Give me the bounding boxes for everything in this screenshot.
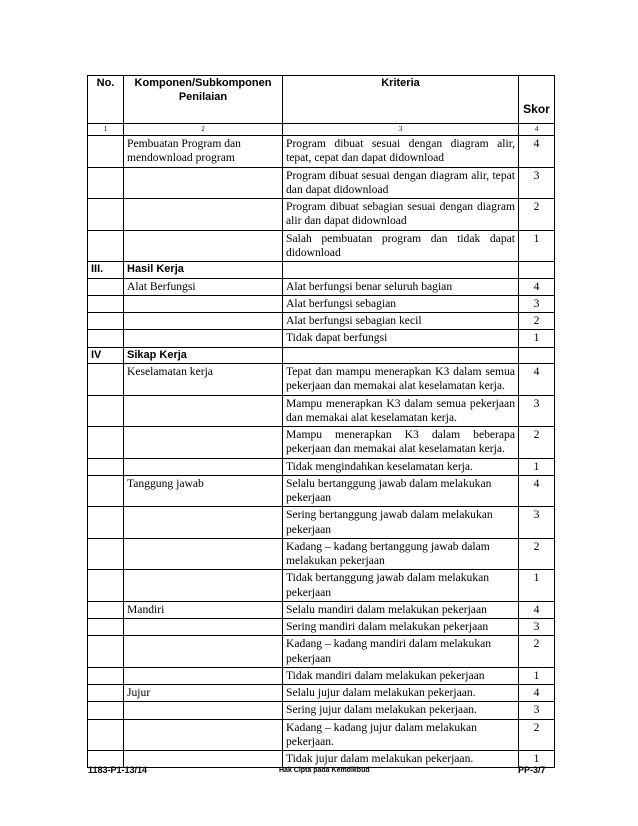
header-skor: Skor (519, 76, 555, 124)
score-cell: 3 (519, 507, 555, 539)
score-cell: 4 (519, 601, 555, 618)
empty-number-cell (88, 570, 124, 602)
criteria-cell: Program dibuat sebagian sesuai dengan diagram alir dan dapat didownload (283, 199, 519, 231)
table-row (88, 278, 555, 295)
section-header-row (88, 347, 555, 364)
assessment-rubric-table (87, 75, 555, 768)
score-cell: 4 (519, 685, 555, 702)
criteria-cell: Mampu menerapkan K3 dalam semua pekerjaan dan memakai alat keselamatan kerja. (283, 395, 519, 427)
score-cell: 1 (519, 230, 555, 262)
table-row (88, 230, 555, 262)
criteria-cell: Alat berfungsi sebagian (283, 295, 519, 312)
criteria-cell: Alat berfungsi benar seluruh bagian (283, 278, 519, 295)
table-row (88, 601, 555, 618)
score-cell: 1 (519, 330, 555, 347)
empty-number-cell (88, 538, 124, 570)
table-row (88, 295, 555, 312)
criteria-cell: Selalu mandiri dalam melakukan pekerjaan (283, 601, 519, 618)
empty-subcomponent-cell (124, 427, 283, 459)
header-no: No. (88, 76, 124, 124)
table-row (88, 751, 555, 768)
criteria-cell: Selalu jujur dalam melakukan pekerjaan. (283, 685, 519, 702)
table-row (88, 395, 555, 427)
empty-subcomponent-cell (124, 395, 283, 427)
empty-subcomponent-cell (124, 667, 283, 684)
criteria-cell: Program dibuat sesuai dengan diagram alir, tepat, cepat dan dapat didownload (283, 136, 519, 168)
empty-score-cell (519, 347, 555, 364)
empty-subcomponent-cell (124, 507, 283, 539)
criteria-cell: Sering mandiri dalam melakukan pekerjaan (283, 619, 519, 636)
criteria-cell: Sering bertanggung jawab dalam melakukan pekerjaan (283, 507, 519, 539)
criteria-cell: Alat berfungsi sebagian kecil (283, 313, 519, 330)
empty-number-cell (88, 601, 124, 618)
score-cell: 3 (519, 395, 555, 427)
score-cell: 1 (519, 458, 555, 475)
empty-subcomponent-cell (124, 199, 283, 231)
empty-number-cell (88, 685, 124, 702)
table-row (88, 538, 555, 570)
empty-number-cell (88, 295, 124, 312)
score-cell: 4 (519, 278, 555, 295)
empty-number-cell (88, 667, 124, 684)
footer-page-number: PP-3/7 (518, 765, 546, 775)
empty-number-cell (88, 167, 124, 199)
column-number: 2 (124, 124, 283, 136)
table-row (88, 507, 555, 539)
empty-number-cell (88, 230, 124, 262)
table-row (88, 364, 555, 396)
column-number: 4 (519, 124, 555, 136)
criteria-cell: Tidak bertanggung jawab dalam melakukan pekerjaan (283, 570, 519, 602)
empty-subcomponent-cell (124, 570, 283, 602)
empty-number-cell (88, 507, 124, 539)
empty-subcomponent-cell (124, 330, 283, 347)
empty-subcomponent-cell (124, 295, 283, 312)
table-row (88, 702, 555, 719)
empty-subcomponent-cell (124, 230, 283, 262)
section-number: IV (88, 347, 124, 364)
subcomponent-label: Mandiri (124, 601, 283, 618)
table-row (88, 199, 555, 231)
column-number-row (88, 124, 555, 136)
empty-number-cell (88, 313, 124, 330)
criteria-cell: Selalu bertanggung jawab dalam melakukan pekerjaan (283, 475, 519, 507)
empty-subcomponent-cell (124, 619, 283, 636)
subcomponent-label: Jujur (124, 685, 283, 702)
subcomponent-label: Keselamatan kerja (124, 364, 283, 396)
empty-subcomponent-cell (124, 313, 283, 330)
criteria-cell: Kadang – kadang bertanggung jawab dalam melakukan pekerjaan (283, 538, 519, 570)
section-number: III. (88, 262, 124, 279)
score-cell: 4 (519, 364, 555, 396)
score-cell: 2 (519, 313, 555, 330)
empty-number-cell (88, 364, 124, 396)
empty-number-cell (88, 427, 124, 459)
score-cell: 2 (519, 538, 555, 570)
empty-criteria-cell (283, 347, 519, 364)
empty-number-cell (88, 636, 124, 668)
score-cell: 4 (519, 475, 555, 507)
empty-number-cell (88, 199, 124, 231)
empty-subcomponent-cell (124, 751, 283, 768)
column-number: 3 (283, 124, 519, 136)
criteria-cell: Sering jujur dalam melakukan pekerjaan. (283, 702, 519, 719)
score-cell: 3 (519, 619, 555, 636)
table-row (88, 636, 555, 668)
empty-criteria-cell (283, 262, 519, 279)
table-row (88, 619, 555, 636)
table-row (88, 685, 555, 702)
table-row (88, 427, 555, 459)
criteria-cell: Tidak dapat berfungsi (283, 330, 519, 347)
empty-number-cell (88, 330, 124, 347)
criteria-cell: Kadang – kadang mandiri dalam melakukan pekerjaan (283, 636, 519, 668)
score-cell: 2 (519, 719, 555, 751)
score-cell: 2 (519, 427, 555, 459)
score-cell: 3 (519, 702, 555, 719)
empty-number-cell (88, 136, 124, 168)
header-komponen: Komponen/Subkomponen Penilaian (124, 76, 283, 124)
footer-document-code: 1183-P1-13/14 (88, 765, 148, 775)
section-title: Sikap Kerja (124, 347, 283, 364)
score-cell: 4 (519, 136, 555, 168)
header-row (88, 76, 555, 124)
column-number: 1 (88, 124, 124, 136)
section-header-row (88, 262, 555, 279)
score-cell: 1 (519, 667, 555, 684)
empty-number-cell (88, 719, 124, 751)
criteria-cell: Mampu menerapkan K3 dalam beberapa pekerjaan dan memakai alat keselamatan kerja. (283, 427, 519, 459)
criteria-cell: Tidak mandiri dalam melakukan pekerjaan (283, 667, 519, 684)
table-row (88, 136, 555, 168)
empty-number-cell (88, 278, 124, 295)
empty-number-cell (88, 458, 124, 475)
table-row (88, 313, 555, 330)
footer-copyright: Hak Cipta pada Kemdikbud (279, 767, 370, 774)
criteria-cell: Kadang – kadang jujur dalam melakukan pekerjaan. (283, 719, 519, 751)
section-title: Hasil Kerja (124, 262, 283, 279)
criteria-cell: Salah pembuatan program dan tidak dapat didownload (283, 230, 519, 262)
table-row (88, 719, 555, 751)
subcomponent-label: Pembuatan Program dan mendownload program (124, 136, 283, 168)
empty-subcomponent-cell (124, 719, 283, 751)
empty-number-cell (88, 395, 124, 427)
table-row (88, 167, 555, 199)
score-cell: 1 (519, 570, 555, 602)
empty-subcomponent-cell (124, 538, 283, 570)
empty-subcomponent-cell (124, 458, 283, 475)
table-row (88, 570, 555, 602)
empty-subcomponent-cell (124, 636, 283, 668)
table-row (88, 475, 555, 507)
empty-subcomponent-cell (124, 702, 283, 719)
criteria-cell: Program dibuat sesuai dengan diagram alir, tepat dan dapat didownload (283, 167, 519, 199)
header-kriteria: Kriteria (283, 76, 519, 124)
score-cell: 2 (519, 636, 555, 668)
table-row (88, 458, 555, 475)
empty-score-cell (519, 262, 555, 279)
subcomponent-label: Tanggung jawab (124, 475, 283, 507)
criteria-cell: Tidak mengindahkan keselamatan kerja. (283, 458, 519, 475)
subcomponent-label: Alat Berfungsi (124, 278, 283, 295)
table-row (88, 667, 555, 684)
criteria-cell: Tidak jujur dalam melakukan pekerjaan. (283, 751, 519, 768)
score-cell: 1 (519, 751, 555, 768)
table-row (88, 330, 555, 347)
score-cell: 2 (519, 199, 555, 231)
empty-number-cell (88, 619, 124, 636)
score-cell: 3 (519, 295, 555, 312)
empty-subcomponent-cell (124, 167, 283, 199)
criteria-cell: Tepat dan mampu menerapkan K3 dalam semua pekerjaan dan memakai alat keselamatan kerja. (283, 364, 519, 396)
empty-number-cell (88, 702, 124, 719)
score-cell: 3 (519, 167, 555, 199)
empty-number-cell (88, 475, 124, 507)
